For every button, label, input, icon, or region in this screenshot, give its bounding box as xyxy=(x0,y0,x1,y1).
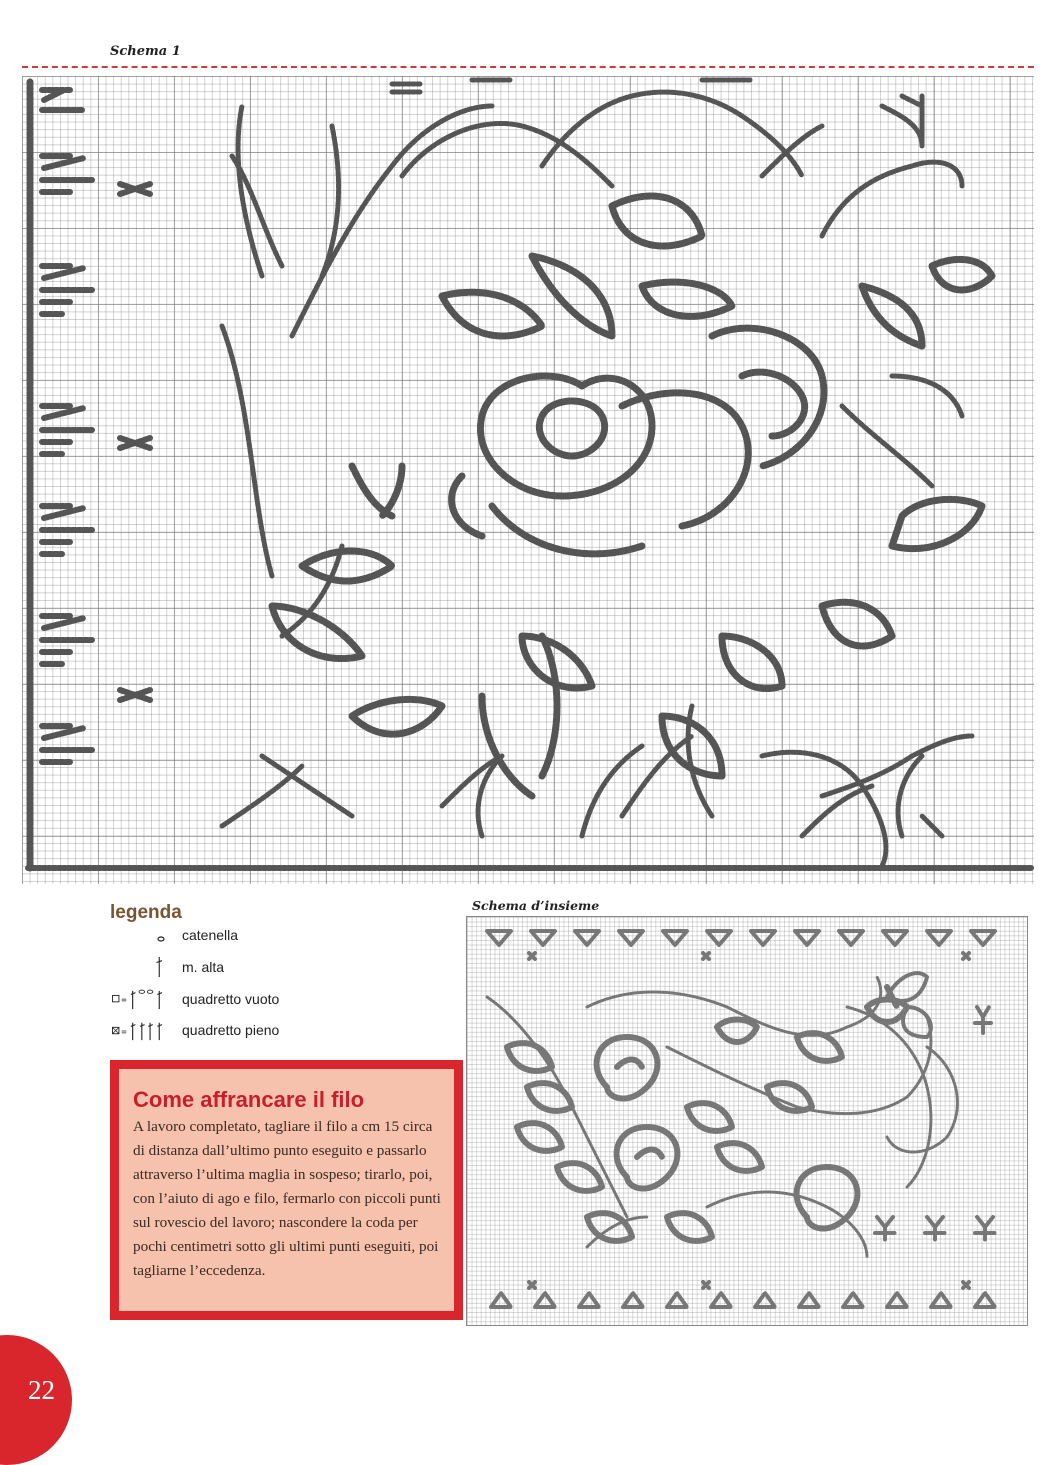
schema-insieme-title: Schema d’insieme xyxy=(472,898,600,913)
rose-filet-pattern xyxy=(22,76,1034,884)
filled-square-icon xyxy=(110,1020,170,1042)
legend-label-quadretto-vuoto: quadretto vuoto xyxy=(182,991,280,1007)
tip-box-text: A lavoro completato, tagliare il filo a cm 15 circa di distanza dall’ultimo punto eseguito e passarlo attraverso l’ultima maglia in sospeso; tirarlo, poi, con l’aiuto di ago e filo, fermarlo con piccoli punti sul rovescio del lavoro; nascondere la coda per pochi centimetri sotto gli ultimi punti eseguiti, poi tagliarne l’eccedenza. xyxy=(133,1118,441,1279)
filet-chart-overview xyxy=(466,916,1028,1326)
schema-1-title: Schema 1 xyxy=(110,44,181,59)
overview-filet-pattern xyxy=(467,917,1027,1325)
double-crochet-icon xyxy=(110,957,170,979)
chain-stitch-icon xyxy=(110,925,170,947)
legend-label-quadretto-pieno: quadretto pieno xyxy=(182,1022,280,1038)
tip-box-inner xyxy=(119,1069,454,1311)
legend-label-m-alta: m. alta xyxy=(182,959,225,975)
dashed-divider xyxy=(22,66,1034,68)
tip-box-title: Come affrancare il filo xyxy=(133,1087,365,1112)
legend-label-catenella: catenella xyxy=(182,927,239,943)
page-number: 22 xyxy=(28,1375,55,1405)
legend-title: legenda xyxy=(110,902,182,923)
empty-square-icon xyxy=(110,989,170,1011)
filet-chart-main xyxy=(22,76,1034,884)
tip-box xyxy=(110,1060,463,1320)
